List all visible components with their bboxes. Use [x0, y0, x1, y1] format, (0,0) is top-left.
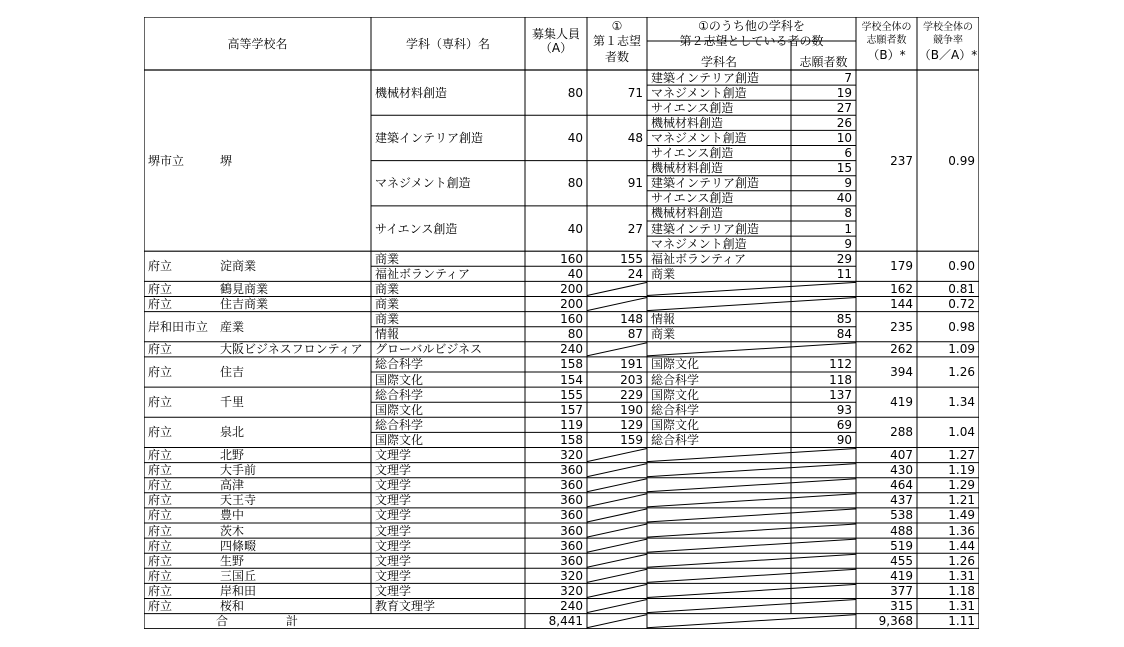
dept-name: 文理学 [375, 463, 412, 478]
dept-name: グローバルビジネス [375, 342, 483, 357]
recruit-count: 157 [560, 402, 583, 417]
not-applicable-slash [647, 539, 856, 552]
school-name: 大阪ビジネスフロンティア [220, 342, 363, 357]
not-applicable-slash [587, 584, 647, 597]
recruit-count: 320 [560, 568, 583, 583]
not-applicable-slash [587, 464, 647, 477]
first-choice-count: 24 [627, 266, 643, 281]
dept-name: 文理学 [375, 568, 412, 583]
competition-ratio: 1.31 [948, 599, 975, 614]
recruit-count: 360 [560, 538, 583, 553]
dept-name: 文理学 [375, 478, 412, 493]
second-dept-name: 建築インテリア創造 [651, 70, 760, 85]
not-applicable-slash [587, 298, 647, 311]
recruit-count: 40 [567, 130, 583, 145]
second-dept-name: マネジメント創造 [651, 85, 747, 100]
second-count: 10 [836, 130, 852, 145]
first-choice-count: 155 [620, 251, 643, 266]
header-applicants-sub: 志願者数 [866, 35, 907, 46]
header-second-dept: 学科名 [700, 55, 737, 69]
applicants-count: 377 [890, 583, 913, 598]
first-choice-count: 27 [627, 221, 643, 236]
first-choice-count: 148 [620, 312, 643, 327]
not-applicable-slash [647, 524, 856, 537]
applicants-count: 144 [890, 297, 913, 312]
not-applicable-slash [647, 494, 856, 507]
second-dept-name: 総合科学 [651, 432, 700, 447]
school-pref: 府立 [148, 583, 173, 598]
recruit-count: 155 [560, 387, 583, 402]
second-count: 90 [836, 432, 852, 447]
not-applicable-slash [587, 615, 647, 628]
not-applicable-slash [587, 539, 647, 552]
applicants-count: 430 [890, 463, 913, 478]
not-applicable-slash [647, 600, 856, 613]
competition-ratio: 1.36 [948, 523, 975, 538]
recruit-count: 40 [567, 221, 583, 236]
header-first-choice: 第１志望 [592, 34, 641, 48]
school-name: 天王寺 [220, 493, 257, 508]
school-pref: 府立 [148, 365, 173, 379]
recruit-count: 360 [560, 463, 583, 478]
second-count: 85 [836, 312, 852, 327]
second-count: 8 [844, 206, 852, 221]
competition-ratio: 1.26 [948, 365, 975, 379]
competition-ratio: 1.09 [948, 342, 975, 357]
applicants-count: 419 [890, 568, 913, 583]
second-dept-name: 機械材料創造 [651, 161, 724, 176]
school-pref: 府立 [148, 523, 173, 538]
dept-name: サイエンス創造 [375, 221, 458, 236]
second-count: 93 [836, 402, 852, 417]
recruit-count: 80 [567, 85, 583, 100]
second-dept-name: サイエンス創造 [651, 191, 734, 206]
recruit-count: 158 [560, 357, 583, 372]
school-name: 四條畷 [220, 538, 257, 553]
dept-name: マネジメント創造 [375, 176, 471, 191]
school-pref: 府立 [148, 425, 173, 440]
school-pref: 府立 [148, 297, 173, 312]
not-applicable-slash [647, 554, 856, 567]
recruit-count: 80 [567, 327, 583, 342]
first-choice-count: 129 [620, 417, 643, 432]
applicants-count: 235 [890, 319, 913, 334]
second-dept-name: 総合科学 [651, 372, 700, 387]
competition-ratio: 1.49 [948, 508, 975, 523]
recruit-count: 158 [560, 432, 583, 447]
school-name: 堺 [220, 153, 233, 168]
dept-name: 国際文化 [375, 372, 424, 387]
second-dept-name: 国際文化 [651, 357, 700, 372]
first-choice-count: 91 [627, 176, 643, 191]
competition-ratio: 1.04 [948, 425, 975, 440]
dept-name: 総合科学 [375, 357, 424, 372]
second-dept-name: 商業 [651, 327, 676, 342]
recruit-count: 360 [560, 478, 583, 493]
dept-name: 福祉ボランティア [375, 266, 471, 281]
school-pref: 府立 [148, 493, 173, 508]
dept-name: 文理学 [375, 508, 412, 523]
recruit-count: 200 [560, 297, 583, 312]
dept-name: 商業 [375, 281, 400, 296]
second-dept-name: 国際文化 [651, 387, 700, 402]
school-pref: 府立 [148, 281, 173, 296]
second-dept-name: 商業 [651, 266, 676, 281]
not-applicable-slash [587, 449, 647, 462]
applicants-count: 464 [890, 478, 913, 493]
second-count: 112 [829, 357, 852, 372]
applicants-count: 437 [890, 493, 913, 508]
school-name: 生野 [220, 553, 245, 568]
recruit-count: 240 [560, 599, 583, 614]
school-pref: 府立 [148, 553, 173, 568]
not-applicable-slash [587, 479, 647, 492]
applicants-count: 407 [890, 448, 913, 463]
school-pref: 府立 [148, 478, 173, 493]
first-choice-count: 71 [627, 85, 643, 100]
dept-name: 機械材料創造 [375, 85, 448, 100]
second-dept-name: サイエンス創造 [651, 100, 734, 115]
applicants-count: 162 [890, 281, 913, 296]
second-dept-name: 機械材料創造 [651, 206, 724, 221]
applicants-count: 262 [890, 342, 913, 357]
applicants-count: 315 [890, 599, 913, 614]
header-first-choice-count: 者数 [604, 50, 629, 64]
competition-ratio: 0.99 [948, 153, 975, 168]
school-name: 泉北 [220, 425, 245, 440]
dept-name: 総合科学 [375, 417, 424, 432]
competition-ratio: 1.18 [948, 583, 975, 598]
first-choice-count: 87 [627, 327, 643, 342]
competition-ratio: 1.44 [948, 538, 975, 553]
dept-name: 文理学 [375, 538, 412, 553]
school-name: 千里 [220, 395, 245, 410]
recruit-count: 360 [560, 493, 583, 508]
school-name: 産業 [220, 319, 245, 334]
not-applicable-slash [647, 282, 856, 295]
second-dept-name: マネジメント創造 [651, 130, 747, 145]
not-applicable-slash [587, 600, 647, 613]
competition-ratio: 1.31 [948, 568, 975, 583]
recruit-count: 320 [560, 448, 583, 463]
recruit-count: 40 [567, 266, 583, 281]
second-count: 69 [836, 417, 852, 432]
recruit-count: 119 [560, 417, 583, 432]
competition-ratio: 1.19 [948, 463, 975, 478]
second-count: 9 [844, 236, 852, 251]
recruit-count: 360 [560, 508, 583, 523]
second-dept-name: マネジメント創造 [651, 236, 747, 251]
first-choice-count: 190 [620, 402, 643, 417]
school-pref: 府立 [148, 342, 173, 357]
header-department: 学科（専科）名 [405, 37, 490, 51]
first-choice-count: 48 [627, 130, 643, 145]
second-dept-name: 機械材料創造 [651, 115, 724, 130]
school-name: 豊中 [220, 508, 245, 523]
not-applicable-slash [587, 494, 647, 507]
second-count: 27 [836, 100, 852, 115]
school-pref: 府立 [148, 448, 173, 463]
school-pref: 岸和田市立 [148, 319, 209, 334]
second-count: 26 [836, 115, 852, 130]
competition-ratio: 1.34 [948, 395, 975, 410]
not-applicable-slash [647, 449, 856, 462]
school-name: 高津 [220, 478, 245, 493]
school-name: 北野 [220, 448, 245, 463]
header-recruit-a: （A） [539, 41, 573, 55]
not-applicable-slash [587, 282, 647, 295]
school-name: 鶴見商業 [220, 281, 269, 296]
second-dept-name: 情報 [651, 312, 676, 327]
school-pref: 府立 [148, 508, 173, 523]
school-name: 三国丘 [220, 568, 257, 583]
not-applicable-slash [587, 569, 647, 582]
header-school-name: 高等学校名 [227, 37, 288, 51]
dept-name: 情報 [375, 327, 400, 342]
header-recruit: 募集人員 [531, 27, 580, 41]
recruit-count: 160 [560, 251, 583, 266]
second-count: 19 [836, 85, 852, 100]
total-label: 計 [286, 614, 299, 629]
dept-name: 商業 [375, 312, 400, 327]
not-applicable-slash [587, 509, 647, 522]
header-applicants: 学校全体の [861, 22, 912, 33]
school-name: 茨木 [220, 523, 245, 538]
competition-ratio: 0.98 [948, 319, 975, 334]
dept-name: 文理学 [375, 523, 412, 538]
recruit-count: 154 [560, 372, 583, 387]
total-ratio: 1.11 [948, 614, 975, 629]
dept-name: 総合科学 [375, 387, 424, 402]
header-ratio-ba: （B／A）* [918, 48, 978, 62]
header-second-count: 志願者数 [799, 55, 848, 69]
dept-name: 文理学 [375, 448, 412, 463]
school-pref: 府立 [148, 568, 173, 583]
second-dept-name: 建築インテリア創造 [651, 176, 760, 191]
second-count: 29 [836, 251, 852, 266]
total-applicants: 9,368 [878, 614, 913, 629]
second-dept-name: 国際文化 [651, 417, 700, 432]
recruit-count: 360 [560, 523, 583, 538]
header-ratio-sub: 競争率 [933, 35, 963, 46]
applicants-count: 288 [890, 425, 913, 440]
header-first-choice-mark: ① [611, 19, 623, 33]
second-dept-name: サイエンス創造 [651, 146, 734, 161]
not-applicable-slash [647, 584, 856, 597]
dept-name: 建築インテリア創造 [375, 130, 484, 145]
applicants-count: 237 [890, 153, 913, 168]
second-dept-name: 建築インテリア創造 [651, 221, 760, 236]
not-applicable-slash [647, 509, 856, 522]
not-applicable-slash [647, 343, 856, 356]
not-applicable-slash [647, 615, 856, 628]
dept-name: 文理学 [375, 583, 412, 598]
second-count: 137 [829, 387, 852, 402]
applicants-count: 455 [890, 553, 913, 568]
school-name: 岸和田 [220, 583, 257, 598]
recruit-count: 320 [560, 583, 583, 598]
not-applicable-slash [587, 524, 647, 537]
second-count: 40 [836, 191, 852, 206]
competition-ratio: 0.72 [948, 297, 975, 312]
not-applicable-slash [647, 569, 856, 582]
school-pref: 府立 [148, 395, 173, 410]
header-second-choice: ①のうち他の学科を [698, 19, 805, 33]
school-pref: 府立 [148, 463, 173, 478]
second-count: 7 [844, 70, 852, 85]
competition-ratio: 1.26 [948, 553, 975, 568]
recruit-count: 240 [560, 342, 583, 357]
recruit-count: 200 [560, 281, 583, 296]
second-count: 118 [829, 372, 852, 387]
second-dept-name: 総合科学 [651, 402, 700, 417]
school-pref: 府立 [148, 259, 173, 274]
second-dept-name: 福祉ボランティア [651, 251, 747, 266]
header-ratio: 学校全体の [923, 22, 973, 33]
applicants-count: 179 [890, 259, 913, 274]
competition-ratio: 1.29 [948, 478, 975, 493]
total-recruit: 8,441 [548, 614, 583, 629]
dept-name: 商業 [375, 251, 400, 266]
second-count: 11 [836, 266, 852, 281]
first-choice-count: 159 [620, 432, 643, 447]
first-choice-count: 203 [620, 372, 643, 387]
not-applicable-slash [587, 343, 647, 356]
school-name: 淀商業 [220, 259, 257, 274]
admissions-table [144, 17, 979, 629]
not-applicable-slash [647, 298, 856, 311]
first-choice-count: 229 [620, 387, 643, 402]
applicants-count: 488 [890, 523, 913, 538]
school-pref: 府立 [148, 538, 173, 553]
applicants-count: 419 [890, 395, 913, 410]
not-applicable-slash [587, 554, 647, 567]
school-name: 桜和 [220, 599, 245, 614]
school-name: 住吉 [220, 365, 245, 379]
total-label: 合 [216, 614, 229, 629]
applicants-count: 519 [890, 538, 913, 553]
competition-ratio: 1.27 [948, 448, 975, 463]
second-count: 6 [844, 146, 852, 161]
school-name: 大手前 [220, 463, 257, 478]
dept-name: 国際文化 [375, 402, 424, 417]
recruit-count: 80 [567, 176, 583, 191]
school-pref: 堺市立 [148, 153, 185, 168]
header-second-choice-sub: 第２志望としている者の数 [679, 34, 824, 48]
not-applicable-slash [647, 464, 856, 477]
competition-ratio: 0.90 [948, 259, 975, 274]
first-choice-count: 191 [620, 357, 643, 372]
dept-name: 国際文化 [375, 432, 424, 447]
dept-name: 文理学 [375, 493, 412, 508]
competition-ratio: 1.21 [948, 493, 975, 508]
dept-name: 商業 [375, 297, 400, 312]
second-count: 84 [836, 327, 852, 342]
second-count: 1 [844, 221, 852, 236]
second-count: 15 [836, 161, 852, 176]
dept-name: 文理学 [375, 553, 412, 568]
header-applicants-b: （B）* [867, 48, 906, 62]
recruit-count: 360 [560, 553, 583, 568]
recruit-count: 160 [560, 312, 583, 327]
school-name: 住吉商業 [220, 297, 269, 312]
dept-name: 教育文理学 [375, 599, 436, 614]
school-pref: 府立 [148, 599, 173, 614]
second-count: 9 [844, 176, 852, 191]
competition-ratio: 0.81 [948, 281, 975, 296]
applicants-count: 538 [890, 508, 913, 523]
not-applicable-slash [647, 479, 856, 492]
applicants-count: 394 [890, 365, 913, 379]
